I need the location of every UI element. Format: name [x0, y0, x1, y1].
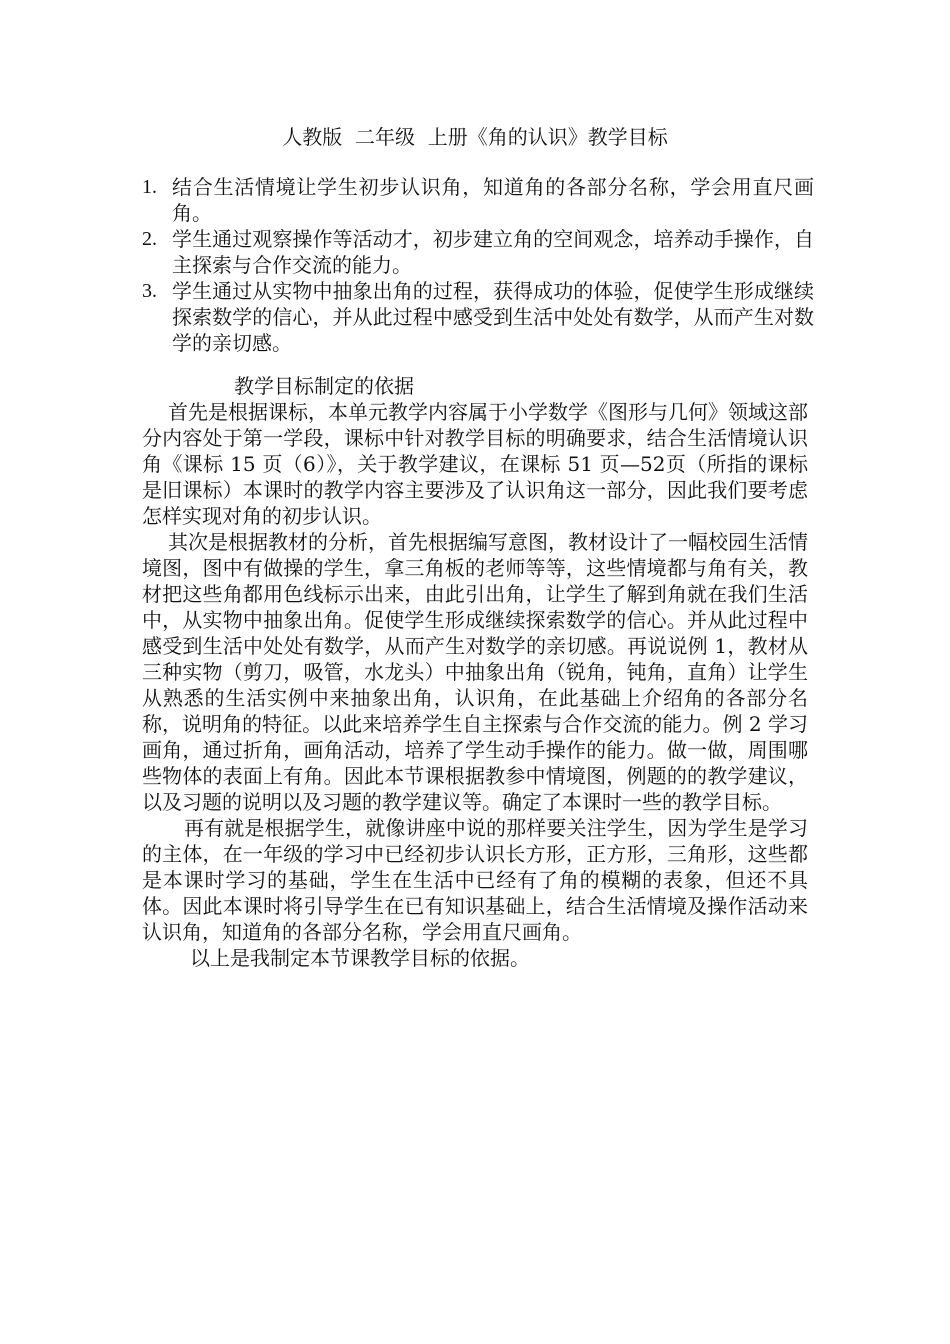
paragraph-curriculum-standard: 首先是根据课标，本单元教学内容属于小学数学《图形与几何》领域这部分内容处于第一学段，课标中针对教学目标的明确要求，结合生活情境认识角《课标 15 页（6）》，关于教学建议，在课标 51 页—52页（所指的课标是旧课标）本课时的教学内容主要涉及了认识角这一部分，因此我们要考虑怎样实现对角的初步认识。 — [142, 400, 808, 528]
objectives-list — [142, 174, 814, 356]
objective-number: 1. — [142, 176, 157, 198]
objective-item — [142, 174, 814, 226]
objective-text: 结合生活情境让学生初步认识角，知道角的各部分名称，学会用直尺画角。 — [172, 175, 814, 225]
paragraph-textbook-analysis: 其次是根据教材的分析，首先根据编写意图，教材设计了一幅校园生活情境图，图中有做操的学生，拿三角板的老师等等，这些情境都与角有关，教材把这些角都用色线标示出来，由此引出角，让学生了解到角就在我们生活中，从实物中抽象出角。促使学生形成继续探索数学的信心。并从此过程中感受到生活中处处有数学，从而产生对数学的亲切感。再说说例 1，教材从三种实物（剪刀，吸管，水龙头）中抽象出角（锐角，钝角，直角）让学生从熟悉的生活实例中来抽象出角，认识角，在此基础上介绍角的各部分名称，说明角的特征。以此来培养学生自主探索与合作交流的能力。例 2 学习画角，通过折角，画角活动，培养了学生动手操作的能力。做一做，周围哪些物体的表面上有角。因此本节课根据教参中情境图，例题的的教学建议，以及习题的说明以及习题的教学建议等。确定了本课时一些的教学目标。 — [142, 530, 808, 814]
document-title: 人教版 二年级 上册《角的认识》教学目标 — [282, 125, 668, 149]
section-heading: 教学目标制定的依据 — [234, 374, 414, 398]
paragraph-conclusion: 以上是我制定本节课教学目标的依据。 — [190, 946, 530, 970]
paragraph-students: 再有就是根据学生，就像讲座中说的那样要关注学生，因为学生是学习的主体，在一年级的学习中已经初步认识长方形，正方形，三角形，这些都是本课时学习的基础，学生在生活中已经有了角的模糊的表象，但还不具体。因此本课时将引导学生在已有知识基础上，结合生活情境及操作活动来认识角，知道角的各部分名称，学会用直尺画角。 — [142, 816, 808, 944]
objective-number: 2. — [142, 228, 157, 250]
objective-item — [142, 278, 814, 356]
section-body — [142, 399, 808, 971]
objective-item — [142, 226, 814, 278]
objective-number: 3. — [142, 280, 157, 302]
objective-text: 学生通过观察操作等活动才，初步建立角的空间观念，培养动手操作，自主探索与合作交流的能力。 — [172, 227, 814, 277]
objective-text: 学生通过从实物中抽象出角的过程，获得成功的体验，促使学生形成继续探索数学的信心，并从此过程中感受到生活中处处有数学，从而产生对数学的亲切感。 — [172, 279, 814, 355]
